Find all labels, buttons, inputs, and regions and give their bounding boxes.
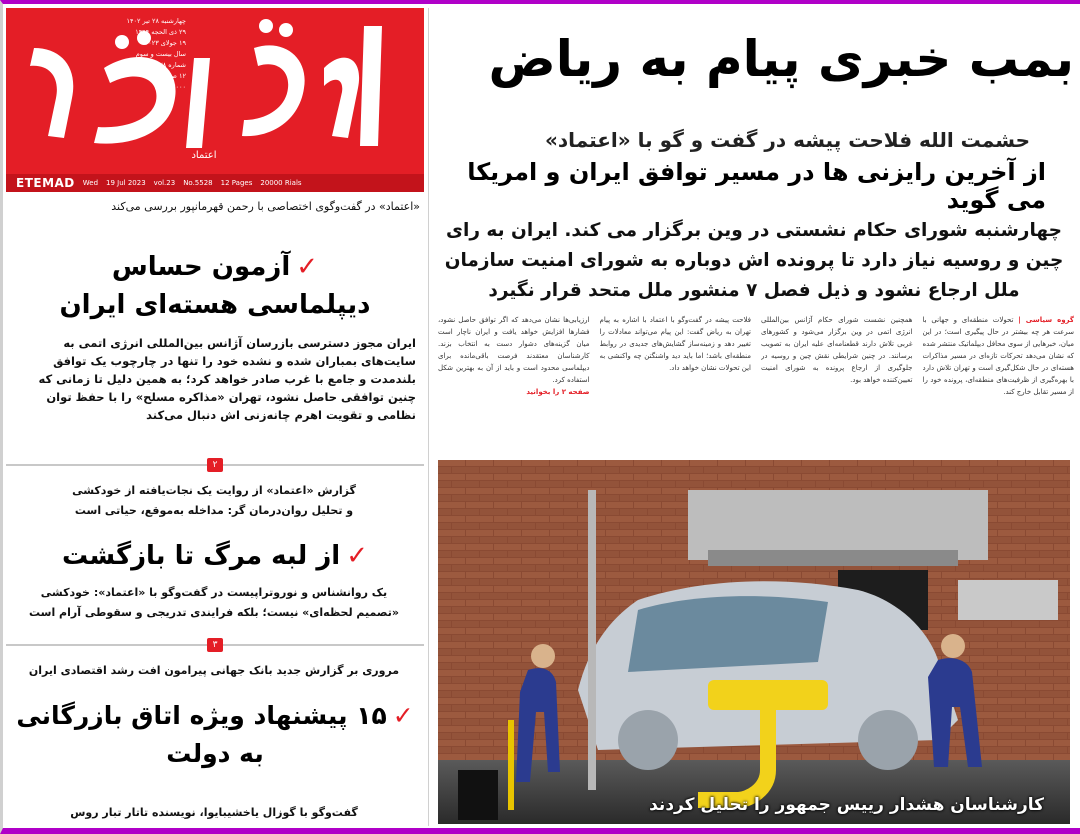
story2-body-line1: یک روانشناس و نوروتراپیست در گفت‌وگو با «اعتماد»: خودکشی (40, 586, 388, 599)
issue-info-line: ۲۹ ذی الحجه ۱۴۴۴ (135, 28, 186, 36)
strip-item: 19 Jul 2023 (106, 179, 146, 187)
issue-info-line: شماره ۵۵۲۸ (152, 61, 186, 69)
news-column (600, 314, 752, 454)
lede-paragraph: چهارشنبه شورای حکام نشستی در وین برگزار می کند. ایران به رای چین و روسیه نیاز دارد تا پرونده اش دوباره به شورای امنیت سازمان ملل ارجاع نشود و ذیل فصل ۷ منشور ملل متحد قرار نگیرد (444, 220, 1064, 301)
headline-sub1: حشمت الله فلاحت پیشه در گفت و گو با «اعتماد» (545, 128, 1030, 152)
story2-title-text: از لبه مرگ تا بازگشت (61, 541, 341, 571)
story2-intro-line1: گزارش «اعتماد» از روایت یک نجات‌یافته از خودکشی (72, 484, 356, 497)
masthead-issue-info (106, 16, 186, 93)
headline-sub2: از آخرین رایزنی ها در مسیر توافق ایران و امریکا می گوید (467, 158, 1046, 214)
page-badge: ۲ (207, 458, 223, 472)
strip-item: vol.23 (153, 179, 176, 187)
news-kicker: گروه سیاسی | (1018, 316, 1074, 324)
story3-title-line2[interactable]: به دولت (166, 739, 264, 768)
name-english: ETEMAD (16, 176, 75, 190)
issue-info-line: ۱۲ صفحه (160, 72, 186, 80)
news-column-text: فلاحت پیشه در گفت‌وگو با اعتماد با اشاره به پیام تهران به ریاض گفت: این پیام می‌تواند معادلات را تغییر دهد و زمینه‌ساز گشایش‌های جدیدی در روابط منطقه‌ای باشد؛ اما باید دید واشنگتن چه واکنشی به این تحولات نشان خواهد داد. (599, 316, 751, 372)
news-column (923, 314, 1075, 454)
issue-info-line: ۲۰۰۰ تومان (154, 83, 186, 91)
news-column (438, 314, 590, 454)
page-badge: ۳ (207, 638, 223, 652)
story2-intro-line2: و تحلیل روان‌درمان گر: مداخله به‌موقع، حیاتی است (74, 504, 354, 517)
news-column-text: همچنین نشست شورای حکام آژانس بین‌المللی انرژی اتمی در وین برگزار می‌شود و کشورهای غربی تلاش دارند قطعنامه‌ای علیه ایران به تصویب برسانند. در چنین شرایطی نقش چین و روسیه در جلوگیری از ارجاع پرونده به شورای امنیت تعیین‌کننده خواهد بود. (761, 316, 913, 384)
right-column (434, 8, 1074, 828)
story1-title-line1[interactable] (6, 252, 424, 282)
story1-title-text: آزمون حساس (111, 252, 291, 282)
strip-item: 12 Pages (220, 179, 253, 187)
story4-line[interactable]: گفت‌وگو با گوزال یاخشیبایوا، نویسنده تاتار تبار روس (70, 806, 358, 819)
story3-title-text: ۱۵ پیشنهاد ویژه اتاق بازرگانی (16, 701, 387, 730)
etemad-logo (6, 8, 394, 178)
news-column-text: ارزیابی‌ها نشان می‌دهد که اگر توافق حاصل نشود، فشارها افزایش خواهد یافت و ایران ناچار است میان گزینه‌های دشوار دست به انتخاب بزند. کارشناسان معتقدند فرصت باقی‌مانده برای دیپلماسی محدود است و باید از آن به بهترین شکل استفاده کرد. (438, 316, 590, 384)
strip-item: No.5528 (183, 179, 213, 187)
main-headline[interactable]: بمب خبری پیام به ریاض (488, 30, 1074, 88)
column-rule (428, 8, 429, 826)
issue-info-line: ۱۹ جولای ۲۰۲۳ (144, 39, 186, 47)
news-column-text: تحولات منطقه‌ای و جهانی با سرعت هر چه بیشتر در حال پیگیری است؛ در این میان، خبرهایی از سوی محافل دیپلماتیک منتشر شده که نشان می‌دهد تحرکات تازه‌ای در مسیر مذاکرات هسته‌ای در حال شکل‌گیری است و تهران تلاش دارد با بهره‌گیری از ظرفیت‌های منطقه‌ای، پرونده خود را از مسیر تقابل خارج کند. (922, 316, 1074, 396)
story3-intro: مروری بر گزارش جدید بانک جهانی پیرامون افت رشد اقتصادی ایران (28, 664, 400, 677)
continue-link[interactable]: صفحه ۲ را بخوانید (526, 388, 590, 396)
checkmark-icon: ✓ (392, 701, 414, 730)
news-column (761, 314, 913, 454)
story2-title[interactable] (6, 540, 424, 572)
photo-caption: کارشناسان هشدار رییس جمهور را تحلیل کردند (649, 795, 1044, 815)
checkmark-icon: ✓ (296, 252, 319, 282)
story3-title-line1[interactable] (6, 700, 424, 732)
left-column (6, 8, 424, 828)
masthead[interactable] (6, 8, 424, 192)
story1-intro: «اعتماد» در گفت‌وگوی اختصاصی با رحمن قهرمانپور بررسی می‌کند (111, 200, 420, 213)
issue-info-line: سال بیست و سوم (135, 50, 186, 58)
strip-item: 20000 Rials (260, 179, 302, 187)
svg-text:اعتماد: اعتماد (191, 150, 217, 161)
story1-title-line2[interactable]: دیپلماسی هسته‌ای ایران (59, 290, 371, 320)
story1-body: ایران مجوز دسترسی بازرسان آژانس بین‌المللی انرژی اتمی به سایت‌های بمباران شده و نشده خود را تنها در چارچوب یک توافق بلندمدت و جامع با غرب صادر خواهد کرد؛ به همین دلیل تا زمانی که چنین توافقی حاصل نشود، تهران «مذاکره مسلح» را با حفظ توان نظامی و تقویت اهرم چانه‌زنی اش دنبال می‌کند (38, 336, 416, 422)
factory-photo (438, 460, 1070, 824)
issue-info-line: چهارشنبه ۲۸ تیر ۱۴۰۲ (126, 17, 186, 25)
checkmark-icon: ✓ (346, 541, 369, 571)
masthead-strip (6, 174, 424, 192)
story2-body-line2: «تصمیم لحظه‌ای» نیست؛ بلکه فرایندی تدریجی و سقوطی آرام است (29, 606, 399, 619)
news-columns (438, 314, 1074, 454)
strip-item: Wed (82, 179, 99, 187)
